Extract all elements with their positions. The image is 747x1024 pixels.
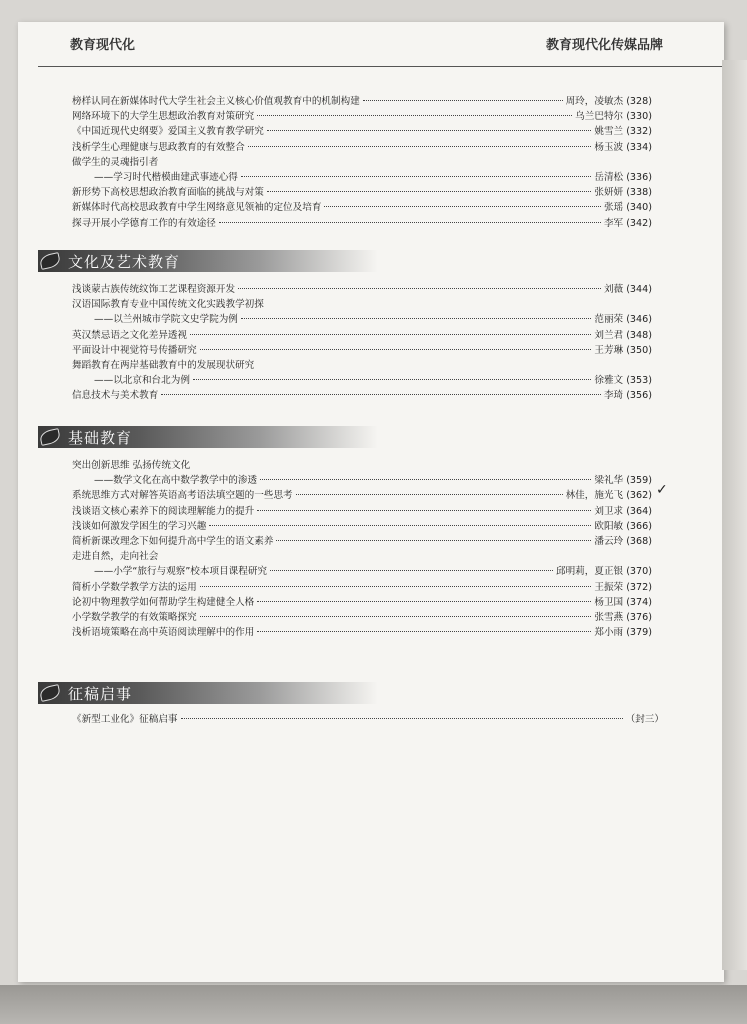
toc-entry[interactable]: 浅谈蒙古族传统纹饰工艺课程资源开发 刘薇 (344)	[72, 284, 652, 295]
toc-entry[interactable]: ——小学“旅行与观察”校本项目课程研究 邱明莉，夏正银 (370)	[94, 566, 652, 578]
section-header-culture-art: 文化及艺术教育	[38, 250, 378, 272]
toc-entry[interactable]: 信息技术与美术教育 李琦 (356)	[72, 390, 652, 402]
leaf-icon	[38, 426, 64, 448]
toc-entry[interactable]: ——以北京和台北为例 徐雅文 (353)	[94, 375, 652, 387]
toc-entry[interactable]: 新媒体时代高校思政教育中学生网络意见领袖的定位及培育 张瑶 (340)	[72, 202, 652, 214]
toc-entry[interactable]: ——以兰州城市学院文史学院为例 范丽荣 (346)	[94, 314, 652, 326]
toc-entry[interactable]: 简析新课改理念下如何提升高中学生的语文素养 潘云玲 (368)	[72, 536, 652, 548]
toc-entry-main-title[interactable]: 走进自然，走向社会	[72, 551, 159, 563]
leaf-icon	[38, 682, 64, 704]
toc-entry[interactable]: 浅析语境策略在高中英语阅读理解中的作用 郑小雨 (379)	[72, 627, 652, 639]
running-head-right: 教育现代化传媒品牌	[545, 38, 663, 53]
toc-entry[interactable]: 浅析学生心理健康与思政教育的有效整合 杨玉波 (334)	[72, 141, 652, 153]
toc-entry[interactable]: 榜样认同在新媒体时代大学生社会主义核心价值观教育中的机制构建 周玲，凌敏杰 (328)	[72, 96, 652, 107]
toc-group-basic-education	[72, 458, 652, 640]
toc-entry-main-title[interactable]: 汉语国际教育专业中国传统文化实践教学初探	[72, 299, 264, 311]
toc-entry[interactable]: 英汉禁忌语之文化差异透视 刘兰君 (348)	[72, 329, 652, 341]
toc-entry[interactable]: 浅谈语文核心素养下的阅读理解能力的提升 刘卫求 (364)	[72, 505, 652, 517]
toc-entry-main-title[interactable]: 做学生的灵魂指引者	[72, 156, 159, 168]
toc-entry[interactable]: 网络环境下的大学生思想政治教育对策研究 乌兰巴特尔 (330)	[72, 111, 652, 123]
toc-entry[interactable]: 小学数学教学的有效策略探究 张雪燕 (376)	[72, 612, 652, 624]
toc-entry[interactable]: 简析小学数学教学方法的运用 王振荣 (372)	[72, 581, 652, 593]
toc-entry[interactable]: 系统思维方式对解答英语高考语法填空题的一些思考 林佳，施光飞 (362)	[72, 490, 652, 502]
toc-entry[interactable]: ——数学文化在高中数学教学中的渗透 梁礼华 (359)	[94, 475, 652, 487]
toc-group-call-for-papers	[72, 712, 664, 727]
section-header-basic-education: 基础教育	[38, 426, 378, 448]
page-edge	[722, 60, 747, 970]
toc-entry[interactable]: 《新型工业化》征稿启事 （封三）	[72, 714, 664, 725]
toc-entry[interactable]: 浅谈如何激发学困生的学习兴趣 欧阳敏 (366)	[72, 520, 652, 532]
toc-entry[interactable]: 论初中物理教学如何帮助学生构建健全人格 杨卫国 (374)	[72, 596, 652, 608]
scan-shadow	[0, 985, 747, 1024]
toc-group-culture-art	[72, 282, 652, 404]
toc-entry[interactable]: 平面设计中视觉符号传播研究 王芳琳 (350)	[72, 344, 652, 356]
toc-group-ideology	[72, 94, 652, 231]
toc-entry-main-title[interactable]: 舞蹈教育在两岸基础教育中的发展现状研究	[72, 360, 255, 372]
header-rule	[38, 66, 722, 67]
section-header-call-for-papers: 征稿启事	[38, 682, 378, 704]
leaf-icon	[38, 250, 64, 272]
handwritten-checkmark: ✓	[656, 482, 668, 498]
toc-entry[interactable]: 新形势下高校思想政治教育面临的挑战与对策 张妍妍 (338)	[72, 187, 652, 199]
toc-entry[interactable]: 探寻开展小学德育工作的有效途径 李军 (342)	[72, 217, 652, 229]
toc-entry[interactable]: 《中国近现代史纲要》爱国主义教育教学研究 姚雪兰 (332)	[72, 126, 652, 138]
toc-entry-main-title[interactable]: 突出创新思维 弘扬传统文化	[72, 460, 191, 471]
toc-entry[interactable]: ——学习时代楷模曲建武事迹心得 岳清松 (336)	[94, 172, 652, 184]
running-head-left: 教育现代化	[70, 38, 136, 53]
